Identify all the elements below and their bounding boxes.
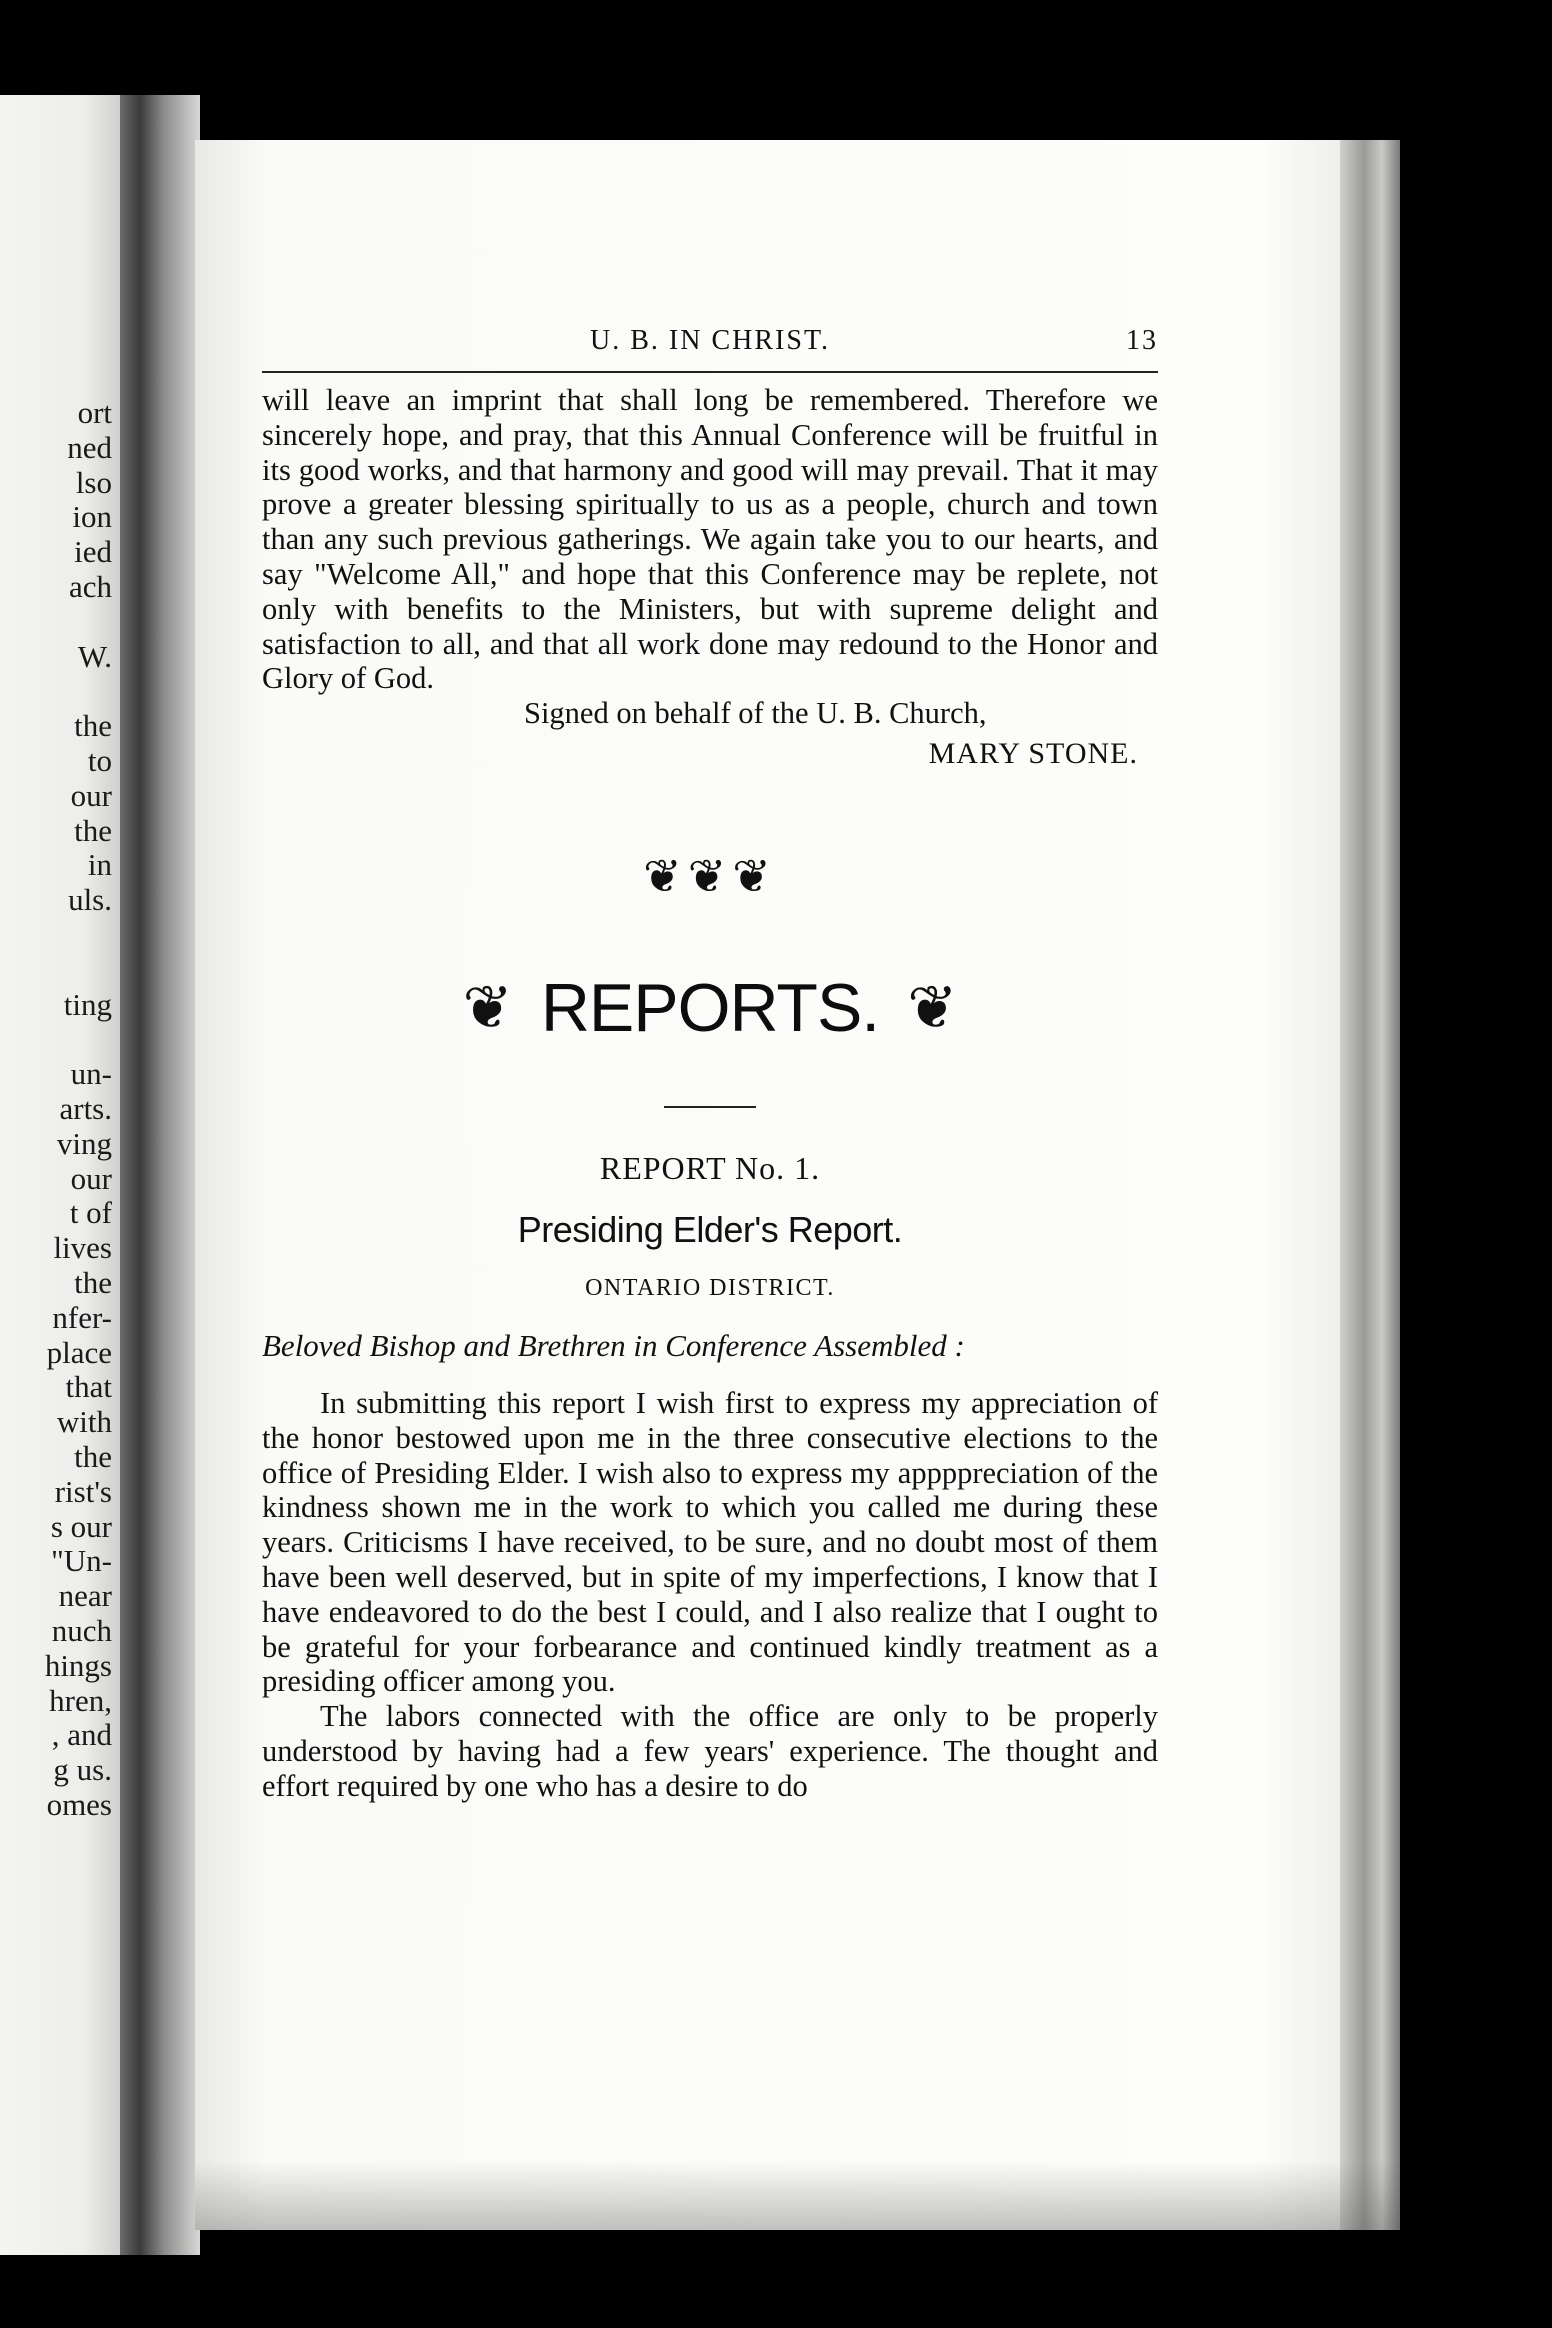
left-fragment-line: ach: [68, 569, 112, 604]
left-fragment-line: ving: [56, 1125, 112, 1161]
left-fragment-line: g us.: [53, 1752, 112, 1788]
left-fragment-line: , and: [51, 1717, 112, 1753]
left-fragment-line: place: [46, 1334, 112, 1370]
left-fragment-line: arts.: [59, 1091, 112, 1126]
page-bottom-shadow: [195, 2160, 1400, 2230]
left-page-fragment: [0, 95, 120, 2255]
book-gutter: [120, 95, 200, 2255]
fleuron-right-icon: ❦: [907, 974, 958, 1041]
left-fragment-line: nuch: [51, 1613, 112, 1648]
left-fragment-line: in: [87, 847, 112, 883]
left-fragment-line: uls.: [68, 882, 112, 918]
left-fragment-line: near: [58, 1578, 112, 1614]
left-fragment-line: our: [70, 777, 112, 813]
left-fragment-line: ion: [72, 499, 112, 535]
left-fragment-line: s our: [50, 1508, 112, 1544]
report-number: REPORT No. 1.: [599, 1149, 821, 1186]
left-fragment-line: the: [74, 1265, 112, 1300]
signer-name: MARY STONE.: [928, 736, 1138, 770]
page-number: 13: [1126, 325, 1158, 356]
body-paragraph-2: The labors connected with the office are only to be properly understood by having had a few years' experience. The thought and effort required by one who has a desire to do: [262, 1699, 1158, 1803]
page-content: [262, 325, 1158, 1804]
left-fragment-line: our: [70, 1160, 112, 1196]
left-fragment-line: t of: [69, 1195, 112, 1231]
section-heading: REPORTS.: [540, 969, 880, 1046]
left-fragment-line: that: [65, 1369, 112, 1405]
page-edge: [1340, 140, 1400, 2230]
header-rule: [262, 371, 1158, 373]
report-title: Presiding Elder's Report.: [517, 1208, 903, 1250]
left-fragment-line: to: [87, 743, 112, 778]
district-label: ONTARIO DISTRICT.: [585, 1274, 835, 1301]
left-fragment-line: the: [74, 1439, 112, 1474]
left-fragment-line: ned: [67, 429, 112, 465]
left-fragment-line: rist's: [54, 1473, 112, 1509]
body-paragraph-1: In submitting this report I wish first to express my appreciation of the honor bestowed upon me in the three consecutive elections to the office of Presiding Elder. I wish also to express my appppreciation of the kindness shown me in the work to which you called me during these years. Criticisms I have received, to be sure, and no doubt most of them have been well deserved, but in spite of my imperfections, I know that I have endeavored to do the best I could, and I also realize that I ought to be grateful for your forbearance and continued kindly treatment as a presiding officer among you.: [262, 1385, 1158, 1699]
running-head-title: U. B. IN CHRIST.: [590, 325, 830, 356]
running-head: [262, 325, 1158, 365]
left-fragment-line: lso: [75, 464, 112, 500]
left-fragment-line: ting: [63, 986, 112, 1022]
left-fragment-line: hings: [44, 1647, 112, 1683]
left-fragment-line: nfer-: [52, 1299, 112, 1335]
left-fragment-line: the: [74, 708, 112, 744]
left-fragment-line: lives: [53, 1230, 112, 1266]
left-fragment-line: omes: [46, 1787, 112, 1822]
left-fragment-line: W.: [77, 638, 112, 674]
left-fragment-line: ied: [74, 534, 112, 570]
section-heading-row: [262, 958, 1158, 1058]
left-fragment-line: ort: [77, 395, 112, 430]
short-rule: [664, 1106, 756, 1108]
left-fragment-line: "Un-: [51, 1543, 112, 1579]
left-fragment-line: un-: [70, 1056, 112, 1092]
intro-paragraph: will leave an imprint that shall long be remembered. Therefore we sincerely hope, and pray, that this Annual Conference will be fruitful in its good works, and that harmony and good will may prevail. That it may prove a greater blessing spiritually to us as a people, church and town than any such previous gatherings. We again take you to our hearts, and say "Welcome All," and hope that this Conference may be replete, not only with benefits to the Ministers, but with supreme delight and satisfaction to all, and that all work done may redound to the Honor and Glory of God.: [262, 383, 1158, 696]
left-fragment-line: hren,: [49, 1682, 112, 1718]
ornament-divider: ❦❦❦: [643, 850, 777, 902]
signed-line: Signed on behalf of the U. B. Church,: [524, 696, 987, 731]
left-fragment-line: with: [56, 1404, 112, 1440]
left-fragment-line: the: [74, 812, 112, 848]
fleuron-left-icon: ❦: [462, 974, 513, 1041]
salutation: Beloved Bishop and Brethren in Conference Assembled :: [262, 1327, 965, 1363]
